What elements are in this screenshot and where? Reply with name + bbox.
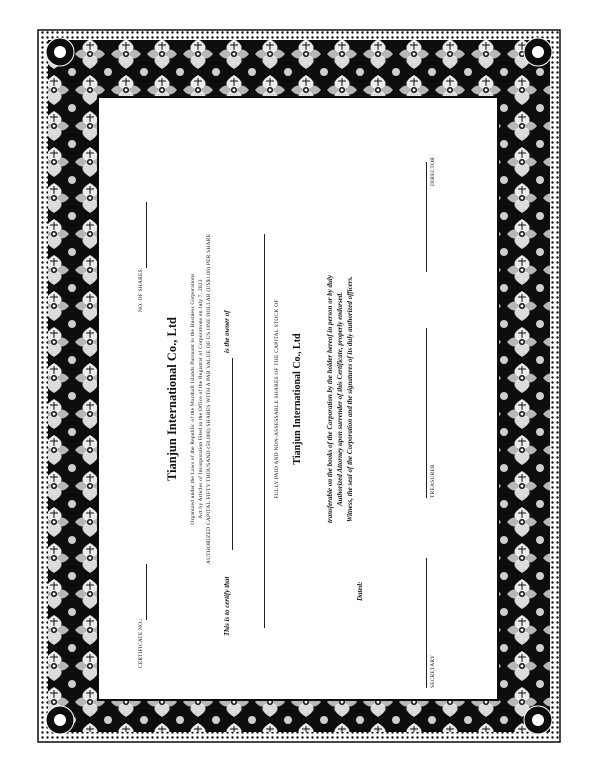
- fully-paid-text: FULLY PAID AND NON-ASSESSABLE SHARES OF THE CAPITAL STOCK OF: [274, 299, 280, 499]
- no-of-shares-line: [146, 202, 147, 268]
- certify-text: This is to certify that: [223, 576, 231, 636]
- authorized-capital: AUTHORIZED CAPITAL FIFTY THOUSAND (50,000) SHARES WITH A PAR VALUE OF US ONE DOLLAR (US$1.00) PER SHARE: [206, 233, 212, 565]
- owner-name-line: [232, 358, 233, 550]
- certificate-text-stage: [100, 100, 496, 698]
- certificate-no-label: CERTIFICATE NO.:: [138, 618, 144, 668]
- organized-line-1: Organized under the Laws of the Republic of the Marshall Islands Pursuant to the Business Corporations: [190, 273, 196, 525]
- treasurer-signature-line: [426, 328, 427, 498]
- dated-label: Dated:: [356, 581, 364, 601]
- witness-line: Witness, the seal of the Corporation and the signatures of its duly authorized officers.: [346, 276, 354, 523]
- director-label: DIRECTOR: [430, 156, 436, 186]
- company-title: Tianjun International Co., Ltd: [165, 316, 179, 482]
- shares-amount-line: [264, 234, 265, 628]
- organized-line-2: Act by Articles of Incorporation Filed in the Office of the Registrar of Corporations on July 7, 2023: [198, 279, 204, 519]
- owner-text: is the owner of: [223, 310, 231, 353]
- transfer-line-2: Authorized Attorney upon surrender of this Certificate, properly endorsed.: [336, 291, 344, 507]
- no-of-shares-label: NO. OF SHARES:: [138, 267, 144, 312]
- certificate-panel: [100, 100, 496, 698]
- company-name-secondary: Tianjun International Co., Ltd: [292, 333, 303, 465]
- certificate-no-line: [146, 564, 147, 620]
- transfer-line-1: transferable on the books of the Corporation by the holder hereof in person or by duly: [326, 275, 334, 523]
- director-signature-line: [426, 162, 427, 272]
- secretary-signature-line: [426, 558, 427, 688]
- treasurer-label: TREASURER: [430, 464, 436, 498]
- secretary-label: SECRETARY: [430, 654, 436, 688]
